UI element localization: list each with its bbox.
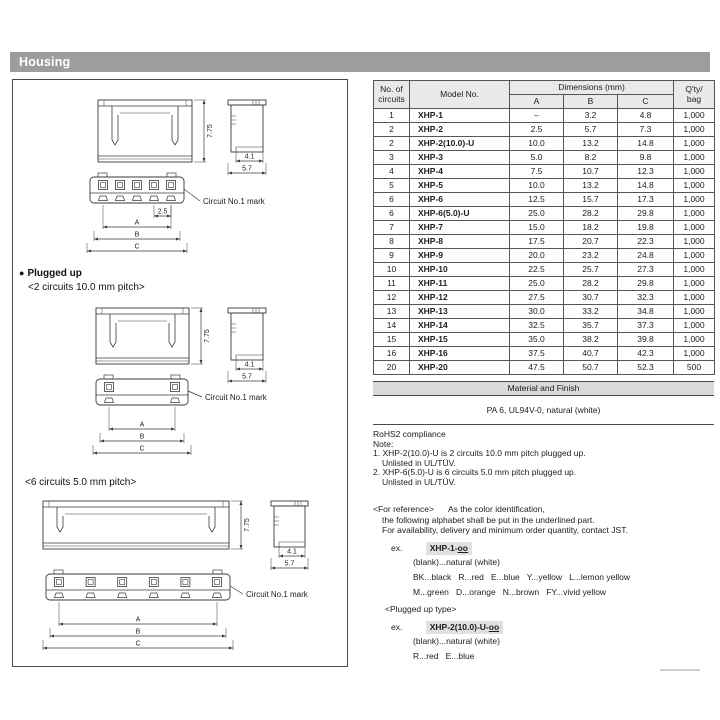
part-number-example-2: XHP-2(10.0)-U-oo: [426, 621, 503, 634]
dim-label: 5.7: [242, 373, 252, 381]
cell-model: XHP-6: [410, 193, 510, 207]
cell-qty: 1,000: [674, 291, 715, 305]
cell-dim-b: 30.7: [564, 291, 618, 305]
cell-circuits: 1: [374, 109, 410, 123]
dim-label-height: 7.75: [207, 124, 214, 138]
cell-qty: 1,000: [674, 109, 715, 123]
cell-circuits: 4: [374, 165, 410, 179]
cell-model: XHP-4: [410, 165, 510, 179]
for-reference-heading: <For reference> As the color identification,: [373, 504, 545, 514]
cell-dim-c: 37.3: [618, 319, 674, 333]
dim-label-height: 7.75: [204, 329, 211, 343]
color-code-placeholder: oo: [488, 621, 500, 632]
dim-label: 5.7: [242, 165, 252, 173]
cell-dim-a: 27.5: [510, 291, 564, 305]
cell-model: XHP-1: [410, 109, 510, 123]
cell-dim-a: 22.5: [510, 263, 564, 277]
cell-dim-a: 35.0: [510, 333, 564, 347]
table-row: [374, 249, 715, 263]
dim-label: 2.5: [157, 208, 168, 216]
cell-model: XHP-6(5.0)-U: [410, 207, 510, 221]
dim-label: C: [135, 640, 141, 648]
dim-label: 4.1: [244, 361, 255, 369]
table-row: [374, 263, 715, 277]
table-row: [374, 361, 715, 375]
cell-model: XHP-16: [410, 347, 510, 361]
spec-column: [373, 80, 714, 664]
cell-circuits: 5: [374, 179, 410, 193]
plugged-up-type-heading: <Plugged up type>: [385, 603, 457, 614]
color-code-line: M...green D...orange N...brown FY...vivid yellow: [413, 586, 607, 597]
cell-qty: 1,000: [674, 207, 715, 221]
cell-circuits: 12: [374, 291, 410, 305]
cell-dim-a: 10.0: [510, 179, 564, 193]
cell-dim-a: 47.5: [510, 361, 564, 375]
cell-dim-c: 14.8: [618, 179, 674, 193]
table-row: [374, 235, 715, 249]
cell-dim-a: 17.5: [510, 235, 564, 249]
cell-circuits: 7: [374, 221, 410, 235]
note-line: 1. XHP-2(10.0)-U is 2 circuits 10.0 mm pitch plugged up.: [373, 448, 586, 458]
cell-model: XHP-3: [410, 151, 510, 165]
cell-dim-a: 12.5: [510, 193, 564, 207]
cell-dim-c: 12.3: [618, 165, 674, 179]
cell-dim-b: 10.7: [564, 165, 618, 179]
table-row: [374, 193, 715, 207]
table-row: [374, 319, 715, 333]
table-row: [374, 277, 715, 291]
cell-model: XHP-13: [410, 305, 510, 319]
note-label: Note:: [373, 438, 394, 449]
color-code-placeholder: oo: [457, 542, 468, 553]
cell-model: XHP-2(10.0)-U: [410, 137, 510, 151]
cell-qty: 1,000: [674, 263, 715, 277]
cell-dim-b: 13.2: [564, 137, 618, 151]
plugged-up-label: ● Plugged up: [19, 268, 82, 279]
cell-qty: 1,000: [674, 305, 715, 319]
cell-qty: 1,000: [674, 249, 715, 263]
table-row: [374, 333, 715, 347]
cell-qty: 1,000: [674, 165, 715, 179]
housing-technical-drawings: [13, 80, 347, 666]
col-header-c: C: [618, 95, 674, 109]
cell-dim-c: 34.8: [618, 305, 674, 319]
notes-block: [373, 430, 714, 487]
cell-dim-c: 29.8: [618, 207, 674, 221]
cell-model: XHP-9: [410, 249, 510, 263]
cell-qty: 1,000: [674, 319, 715, 333]
cell-dim-a: 15.0: [510, 221, 564, 235]
cell-dim-b: 28.2: [564, 207, 618, 221]
cell-model: XHP-10: [410, 263, 510, 277]
cell-circuits: 16: [374, 347, 410, 361]
cell-model: XHP-2: [410, 123, 510, 137]
cell-dim-c: 22.3: [618, 235, 674, 249]
cell-dim-a: 25.0: [510, 277, 564, 291]
cell-qty: 1,000: [674, 277, 715, 291]
cell-dim-b: 25.7: [564, 263, 618, 277]
example-2: [373, 621, 714, 634]
note-line: Unlisted in UL/TÜV.: [382, 476, 456, 487]
cell-dim-c: 24.8: [618, 249, 674, 263]
cell-circuits: 8: [374, 235, 410, 249]
cell-qty: 1,000: [674, 179, 715, 193]
cell-dim-c: 4.8: [618, 109, 674, 123]
cell-dim-b: 50.7: [564, 361, 618, 375]
example-label: ex.: [391, 621, 403, 632]
col-header-model: Model No.: [410, 81, 510, 109]
cell-model: XHP-11: [410, 277, 510, 291]
cell-model: XHP-7: [410, 221, 510, 235]
table-row: [374, 207, 715, 221]
dim-label-height: 7.75: [244, 518, 251, 532]
cell-dim-a: 2.5: [510, 123, 564, 137]
dim-label: A: [135, 616, 141, 624]
cell-dim-b: 20.7: [564, 235, 618, 249]
cell-qty: 1,000: [674, 193, 715, 207]
table-row: [374, 151, 715, 165]
cell-dim-b: 40.7: [564, 347, 618, 361]
cell-circuits: 10: [374, 263, 410, 277]
dim-label: 4.1: [287, 548, 297, 556]
cell-circuits: 14: [374, 319, 410, 333]
table-row: [374, 291, 715, 305]
dim-label: C: [139, 445, 145, 453]
cell-dim-c: 14.8: [618, 137, 674, 151]
cell-circuits: 2: [374, 137, 410, 151]
cell-dim-b: 33.2: [564, 305, 618, 319]
spec-table-header: [374, 81, 715, 109]
cell-dim-a: 37.5: [510, 347, 564, 361]
dim-label: B: [135, 628, 141, 636]
cell-dim-b: 3.2: [564, 109, 618, 123]
cell-qty: 1,000: [674, 347, 715, 361]
cell-dim-b: 8.2: [564, 151, 618, 165]
cell-circuits: 15: [374, 333, 410, 347]
note-line: 2. XHP-6(5.0)-U is 6 circuits 5.0 mm pitch plugged up.: [373, 467, 577, 477]
cell-circuits: 20: [374, 361, 410, 375]
circuit-no1-mark-label: Circuit No.1 mark: [246, 590, 308, 599]
cell-model: XHP-8: [410, 235, 510, 249]
table-row: [374, 137, 715, 151]
cell-dim-b: 23.2: [564, 249, 618, 263]
cell-circuits: 2: [374, 123, 410, 137]
cell-dim-b: 13.2: [564, 179, 618, 193]
bullet-icon: ●: [19, 268, 25, 278]
cell-dim-a: –: [510, 109, 564, 123]
cell-dim-c: 42.3: [618, 347, 674, 361]
cell-qty: 1,000: [674, 123, 715, 137]
table-row: [374, 123, 715, 137]
table-row: [374, 109, 715, 123]
col-header-qty: Q'ty/ bag: [674, 81, 715, 109]
dim-label: 4.1: [244, 153, 255, 161]
table-row: [374, 347, 715, 361]
cell-dim-a: 10.0: [510, 137, 564, 151]
cell-circuits: 11: [374, 277, 410, 291]
table-row: [374, 179, 715, 193]
cell-dim-c: 17.3: [618, 193, 674, 207]
color-code-line: BK...black R...red E...blue Y...yellow L...lemon yellow: [413, 571, 631, 582]
cell-dim-c: 29.8: [618, 277, 674, 291]
cell-model: XHP-12: [410, 291, 510, 305]
cell-dim-c: 19.8: [618, 221, 674, 235]
cell-circuits: 9: [374, 249, 410, 263]
variant-6ckt-label: <6 circuits 5.0 mm pitch>: [25, 477, 137, 488]
part-number-example-1: XHP-1-oo: [426, 542, 472, 555]
cell-dim-c: 9.8: [618, 151, 674, 165]
col-header-dimensions: Dimensions (mm): [510, 81, 674, 95]
cell-dim-a: 7.5: [510, 165, 564, 179]
cell-dim-a: 20.0: [510, 249, 564, 263]
cell-dim-a: 30.0: [510, 305, 564, 319]
color-code-line: R...red E...blue: [413, 650, 475, 661]
cell-dim-b: 38.2: [564, 333, 618, 347]
dim-label: C: [134, 243, 140, 251]
spec-table: [373, 80, 715, 375]
cell-dim-c: 7.3: [618, 123, 674, 137]
dim-label: A: [134, 219, 140, 227]
cell-qty: 1,000: [674, 333, 715, 347]
divider: [373, 424, 714, 425]
cell-model: XHP-15: [410, 333, 510, 347]
cell-dim-b: 5.7: [564, 123, 618, 137]
note-line: Unlisted in UL/TÜV.: [382, 457, 456, 468]
cell-dim-c: 32.3: [618, 291, 674, 305]
table-row: [374, 305, 715, 319]
dim-label: B: [139, 433, 145, 441]
cell-dim-c: 39.8: [618, 333, 674, 347]
col-header-b: B: [564, 95, 618, 109]
example-1: [373, 542, 714, 555]
reference-line-3: For availability, delivery and minimum order quantity, contact JST.: [382, 525, 628, 535]
dim-label: B: [134, 231, 140, 239]
material-value: PA 6, UL94V-0, natural (white): [486, 405, 601, 415]
cell-dim-b: 15.7: [564, 193, 618, 207]
cell-model: XHP-5: [410, 179, 510, 193]
cell-qty: 1,000: [674, 235, 715, 249]
cell-qty: 1,000: [674, 221, 715, 235]
cell-model: XHP-14: [410, 319, 510, 333]
col-header-circuits: No. of circuits: [374, 81, 410, 109]
table-row: [374, 221, 715, 235]
cell-qty: 1,000: [674, 151, 715, 165]
section-title-bar: [10, 52, 710, 72]
dim-label: 5.7: [284, 560, 295, 568]
cell-dim-a: 32.5: [510, 319, 564, 333]
dim-label: A: [139, 421, 145, 429]
circuit-no1-mark-label: Circuit No.1 mark: [203, 197, 265, 206]
page-title: Housing: [19, 55, 71, 69]
cell-dim-a: 25.0: [510, 207, 564, 221]
table-row: [374, 165, 715, 179]
cell-circuits: 13: [374, 305, 410, 319]
example-label: ex.: [391, 542, 403, 553]
cell-dim-b: 28.2: [564, 277, 618, 291]
cell-dim-c: 27.3: [618, 263, 674, 277]
drawings-panel: [12, 79, 348, 667]
cell-model: XHP-20: [410, 361, 510, 375]
cell-circuits: 3: [374, 151, 410, 165]
page-mark: [660, 669, 700, 671]
cell-dim-b: 35.7: [564, 319, 618, 333]
reference-line-2: the following alphabet shall be put in the underlined part.: [382, 514, 595, 525]
variant-2ckt-label: <2 circuits 10.0 mm pitch>: [28, 282, 145, 293]
cell-qty: 500: [674, 361, 715, 375]
col-header-a: A: [510, 95, 564, 109]
cell-circuits: 6: [374, 193, 410, 207]
cell-qty: 1,000: [674, 137, 715, 151]
rohs-compliance: RoHS2 compliance: [373, 429, 446, 439]
reference-block: [373, 504, 714, 664]
cell-dim-a: 5.0: [510, 151, 564, 165]
cell-circuits: 6: [374, 207, 410, 221]
color-code-line: (blank)...natural (white): [413, 556, 500, 567]
cell-dim-b: 18.2: [564, 221, 618, 235]
circuit-no1-mark-label: Circuit No.1 mark: [205, 393, 267, 402]
cell-dim-c: 52.3: [618, 361, 674, 375]
material-and-finish-bar: Material and Finish: [373, 381, 714, 396]
color-code-line: (blank)...natural (white): [413, 635, 500, 646]
